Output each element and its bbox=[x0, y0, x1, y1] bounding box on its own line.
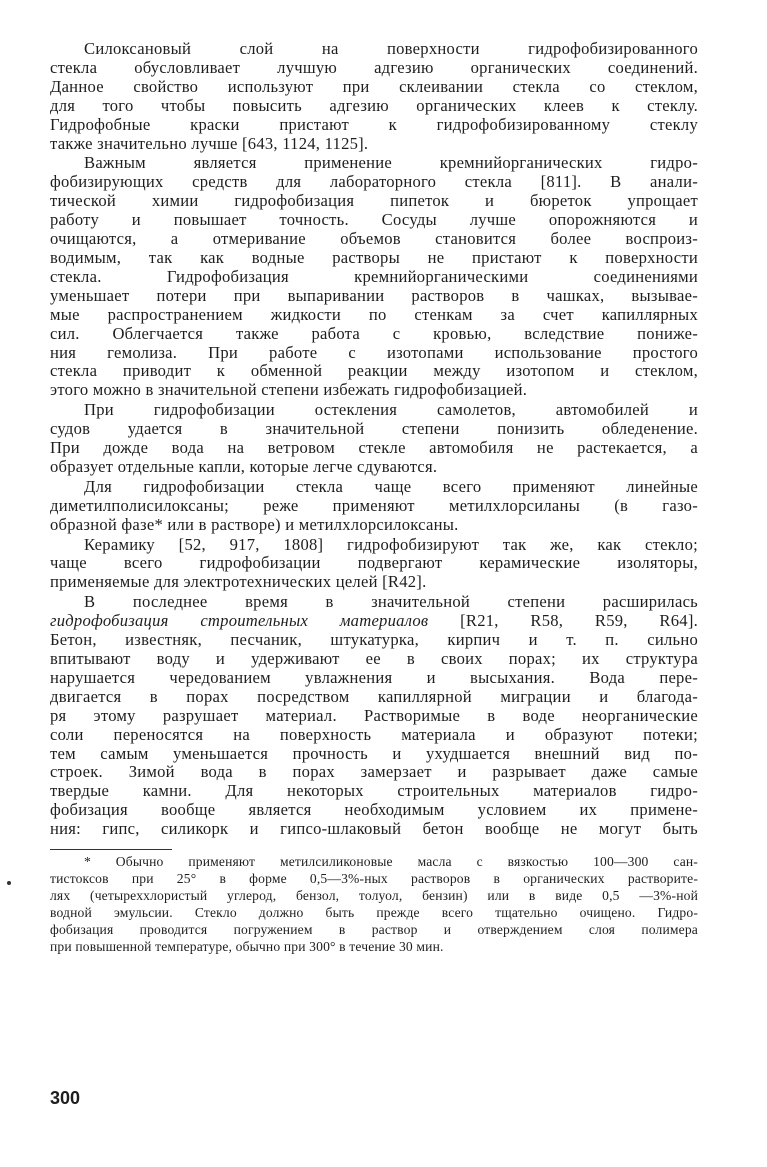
text-line: тем самым уменьшается прочность и ухудшается внешний вид по- bbox=[50, 743, 698, 763]
text-line: В последнее время в значительной степени расширилась bbox=[84, 592, 698, 612]
text-line: ния гемолиза. При работе с изотопами использование простого bbox=[50, 342, 698, 362]
paragraph-3 bbox=[50, 401, 698, 477]
text-line: тической химии гидрофобизация пипеток и бюреток упрощает bbox=[50, 191, 698, 211]
text-line: Для гидрофобизации стекла чаще всего применяют линейные bbox=[84, 476, 698, 496]
text-line: Гидрофобные краски пристают к гидрофобизированному стеклу bbox=[50, 114, 698, 134]
reference-list: [R21, R58, R59, R64]. bbox=[428, 611, 698, 631]
text-line: стекла. Гидрофобизация кремнийорганическими соединениями bbox=[50, 266, 698, 286]
text-line: Керамику [52, 917, 1808] гидрофобизируют так же, как стекло; bbox=[84, 534, 698, 554]
text-line: Данное свойство используют при склеивании стекла со стеклом, bbox=[50, 76, 698, 96]
italic-term: гидрофобизация строительных материалов bbox=[50, 611, 429, 631]
text-line: образной фазе* или в растворе) и метилхлорсилоксаны. bbox=[50, 514, 459, 534]
text-line: этого можно в значительной степени избежать гидрофобизацией. bbox=[50, 380, 528, 400]
text-line: диметилполисилоксаны; реже применяют метилхлорсиланы (в газо- bbox=[50, 495, 698, 515]
text-line: также значительно лучше [643, 1124, 1125]. bbox=[50, 133, 369, 153]
text-line: строек. Зимой вода в порах замерзает и разрывает даже самые bbox=[50, 762, 698, 782]
body-text bbox=[50, 40, 698, 839]
text-line: уменьшает потери при выпаривании растворов в чашках, вызывае- bbox=[50, 285, 698, 305]
text-line: твердые камни. Для некоторых строительных материалов гидро- bbox=[50, 781, 698, 801]
text-line bbox=[50, 612, 698, 631]
page bbox=[50, 40, 698, 956]
text-line: мые распространением жидкости по стенкам за счет капиллярных bbox=[50, 304, 698, 324]
text-line: фобизирующих средств для лабораторного стекла [811]. В анали- bbox=[50, 172, 698, 192]
text-line: фобизация вообще является необходимым условием их примене- bbox=[50, 800, 698, 820]
text-line: нарушается чередованием увлажнения и высыхания. Вода пере- bbox=[50, 667, 698, 687]
footnote-line: фобизация проводится погружением в раствор и отверждением слоя полимера bbox=[50, 921, 698, 937]
text-line: применяемые для электротехнических целей [R42]. bbox=[50, 572, 427, 592]
footnote-line: * Обычно применяют метилсиликоновые масла с вязкостью 100—300 сан- bbox=[84, 854, 698, 870]
paragraph-5 bbox=[50, 536, 698, 593]
paragraph-6 bbox=[50, 593, 698, 839]
paragraph-1 bbox=[50, 40, 698, 153]
footnote-line: водной эмульсии. Стекло должно быть прежде всего тщательно очищено. Гидро- bbox=[50, 904, 698, 920]
footnote-line: лях (четыреххлористый углерод, бензол, толуол, бензин) или в виде 0,5 —3%-ной bbox=[50, 887, 698, 903]
text-line: впитывают воду и удерживают ее в своих порах; их структура bbox=[50, 649, 698, 668]
text-line: стекла приводит к обменной реакции между изотопом и стеклом, bbox=[50, 361, 698, 381]
text-line: При дожде вода на ветровом стекле автомобиля не растекается, а bbox=[50, 438, 698, 458]
text-line: образует отдельные капли, которые легче сдуваются. bbox=[50, 456, 438, 476]
scan-dot-mark bbox=[7, 881, 11, 885]
text-line: стекла обусловливает лучшую адгезию органических соединений. bbox=[50, 57, 698, 77]
text-line: ния: гипс, силикорк и гипсо-шлаковый бетон вообще не могут быть bbox=[50, 819, 698, 839]
text-line: работу и повышает точность. Сосуды лучше опорожняются и bbox=[50, 210, 698, 230]
text-line: двигается в порах посредством капиллярной миграции и благода- bbox=[50, 686, 698, 706]
text-line: для того чтобы повысить адгезию органических клеев к стеклу. bbox=[50, 95, 698, 115]
text-line: При гидрофобизации остекления самолетов, автомобилей и bbox=[84, 400, 698, 420]
paragraph-2 bbox=[50, 154, 698, 400]
text-line: очищаются, а отмеривание объемов становится более воспроиз- bbox=[50, 229, 698, 249]
text-line: судов удается в значительной степени понизить обледенение. bbox=[50, 419, 698, 439]
text-line: ря этому разрушает материал. Растворимые в воде неорганические bbox=[50, 705, 698, 725]
footnote-divider bbox=[50, 849, 172, 850]
text-line: соли переносятся на поверхность материала и образуют потеки; bbox=[50, 724, 698, 744]
paragraph-4 bbox=[50, 478, 698, 535]
page-number: 300 bbox=[50, 1088, 81, 1108]
text-line: водимым, так как водные растворы не пристают к поверхности bbox=[50, 247, 698, 267]
footnote bbox=[50, 854, 698, 955]
footnote-line: при повышенной температуре, обычно при 300° в течение 30 мин. bbox=[50, 938, 444, 954]
text-line: Важным является применение кремнийорганических гидро- bbox=[84, 153, 698, 173]
text-line: Бетон, известняк, песчаник, штукатурка, кирпич и т. п. сильно bbox=[50, 630, 698, 650]
text-line: Силоксановый слой на поверхности гидрофобизированного bbox=[84, 39, 698, 58]
footnote-line: тистоксов при 25° в форме 0,5—3%-ных растворов в органических растворите- bbox=[50, 870, 698, 886]
text-line: сил. Облегчается также работа с кровью, вследствие пониже- bbox=[50, 323, 698, 343]
text-line: чаще всего гидрофобизации подвергают керамические изоляторы, bbox=[50, 553, 698, 573]
